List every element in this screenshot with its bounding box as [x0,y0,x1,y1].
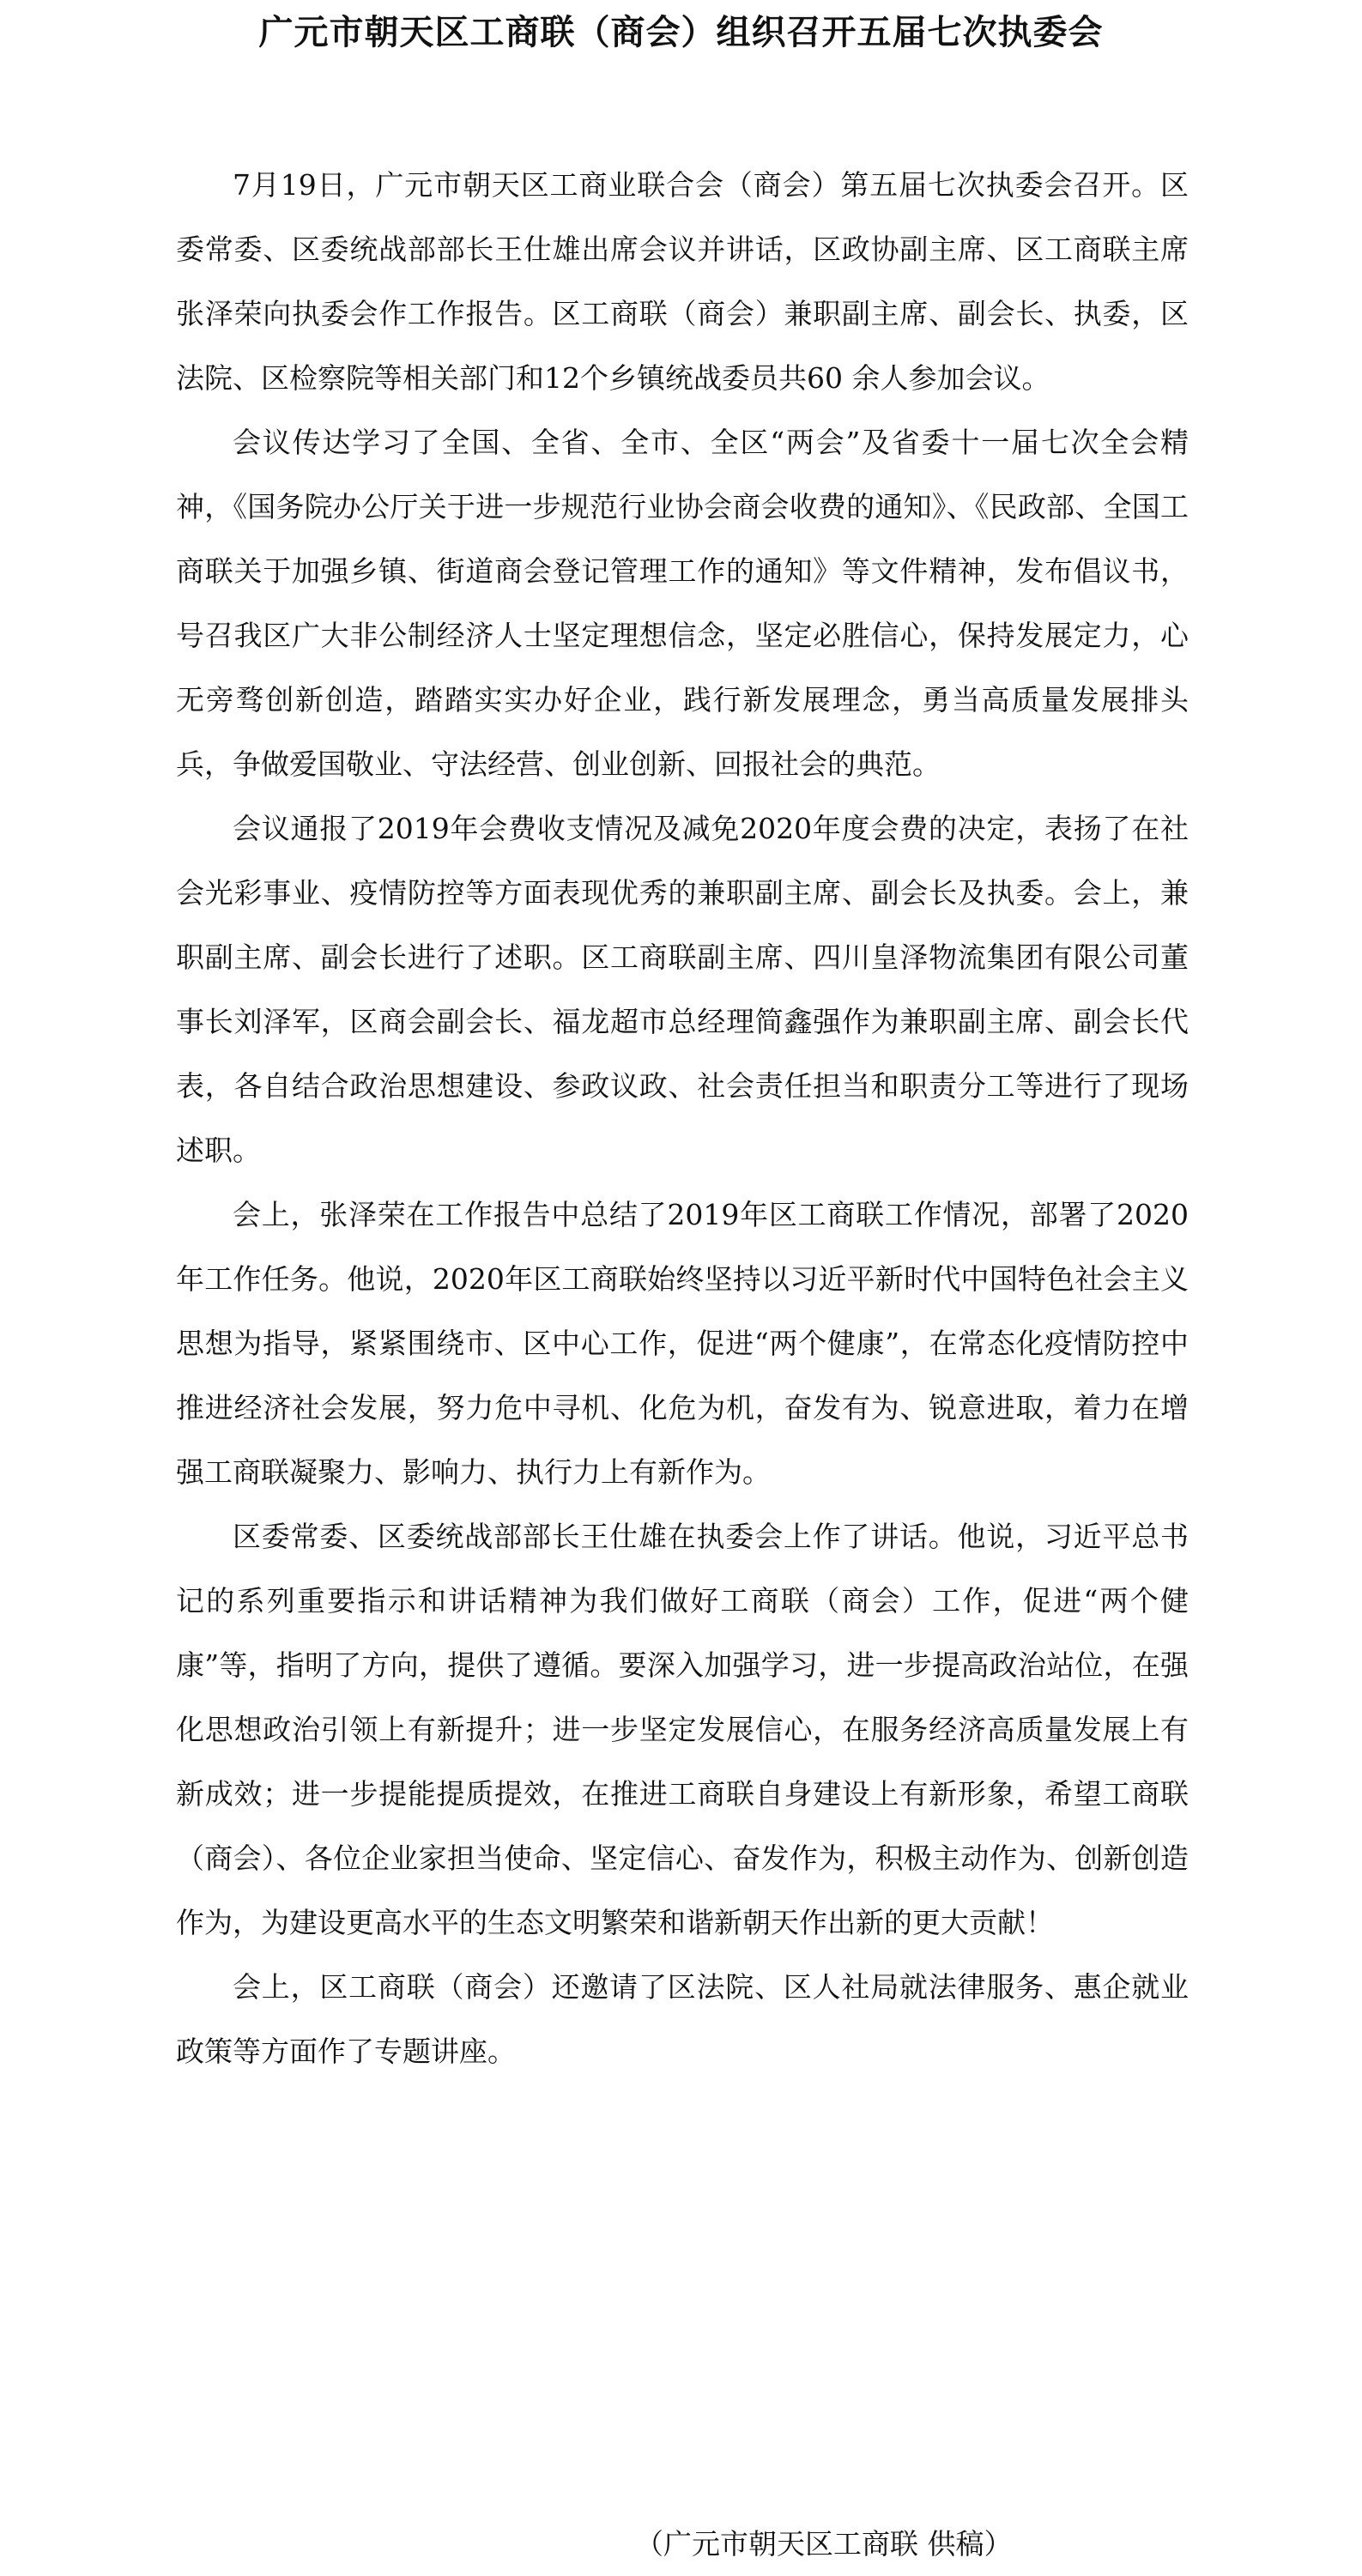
paragraph-2: 会议传达学习了全国、全省、全市、全区“两会”及省委十一届七次全会精神，《国务院办公厅关于进一步规范行业协会商会收费的通知》、《民政部、全国工商联关于加强乡镇、街道商会登记管理工作的通知》等文件精神，发布倡议书，号召我区广大非公制经济人士坚定理想信念，坚定必胜信心，保持发展定力，心无旁骛创新创造，踏踏实实办好企业，践行新发展理念，勇当高质量发展排头兵，争做爱国敬业、守法经营、创业创新、回报社会的典范。 [176,426,1189,781]
article-title: 广元市朝天区工商联（商会）组织召开五届七次执委会 [258,13,1104,52]
paragraph-6: 会上，区工商联（商会）还邀请了区法院、区人社局就法律服务、惠企就业政策等方面作了专题讲座。 [176,1970,1189,2068]
paragraph-1: 7月19日，广元市朝天区工商业联合会（商会）第五届七次执委会召开。区委常委、区委统战部部长王仕雄出席会议并讲话，区政协副主席、区工商联主席张泽荣向执委会作工作报告。区工商联（商会）兼职副主席、副会长、执委，区法院、区检察院等相关部门和12个乡镇统战委员共60 余人参加会议。 [176,168,1189,395]
paragraph-3: 会议通报了2019年会费收支情况及减免2020年度会费的决定，表扬了在社会光彩事业、疫情防控等方面表现优秀的兼职副主席、副会长及执委。会上，兼职副主席、副会长进行了述职。区工商联副主席、四川皇泽物流集团有限公司董事长刘泽军，区商会副会长、福龙超市总经理简鑫强作为兼职副主席、副会长代表，各自结合政治思想建设、参政议政、社会责任担当和职责分工等进行了现场述职。 [176,812,1189,1167]
paragraph-4: 会上，张泽荣在工作报告中总结了2019年区工商联工作情况，部署了2020年工作任务。他说，2020年区工商联始终坚持以习近平新时代中国特色社会主义思想为指导，紧紧围绕市、区中心工作，促进“两个健康”，在常态化疫情防控中推进经济社会发展，努力危中寻机、化危为机，奋发有为、锐意进取，着力在增强工商联凝聚力、影响力、执行力上有新作为。 [176,1198,1189,1489]
paragraph-5: 区委常委、区委统战部部长王仕雄在执委会上作了讲话。他说，习近平总书记的系列重要指示和讲话精神为我们做好工商联（商会）工作，促进“两个健康”等，指明了方向，提供了遵循。要深入加强学习，进一步提高政治站位，在强化思想政治引领上有新提升；进一步坚定发展信心，在服务经济高质量发展上有新成效；进一步提能提质提效，在推进工商联自身建设上有新形象，希望工商联（商会）、各位企业家担当使命、坚定信心、奋发作为，积极主动作为、创新创造作为，为建设更高水平的生态文明繁荣和谐新朝天作出新的更大贡献！ [176,1520,1189,1939]
source-credit: （广元市朝天区工商联 供稿） [635,2527,1013,2561]
article-body [176,153,1189,2083]
